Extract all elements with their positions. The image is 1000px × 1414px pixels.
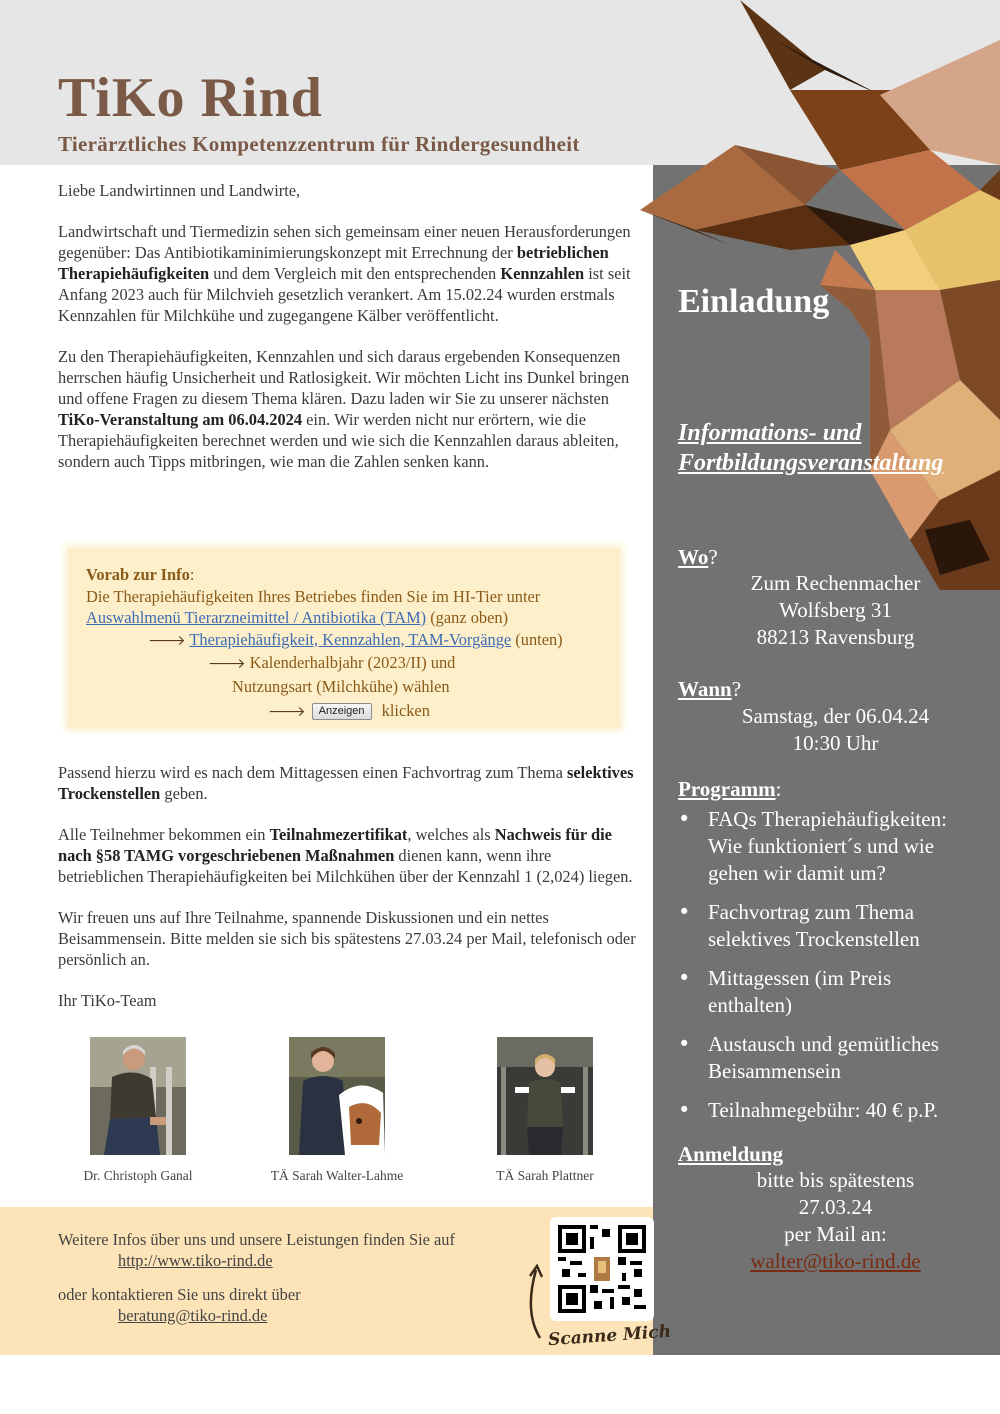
program-list — [678, 806, 978, 1136]
intro-paragraph-2: Zu den Therapiehäufigkeiten, Kennzahlen und sich daraus ergebenden Konsequenzen herrschen häufig Unsicherheit und Ratlosigkeit. Wir möchten Licht ins Dunkel bringen und offene Fragen zu diesem Thema klären. Dazu laden wir Sie zu unserer nächsten TiKo-Veranstaltung am 06.04.2024 ein. Wir werden nicht nur erörtern, wie die Therapiehäufigkeiten berechnet werden und wie sich die Kennzahlen daraus ableiten, sondern auch Tipps mitbringen, wie man die Zahlen senken kann. — [58, 347, 630, 471]
when-time: 10:30 Uhr — [792, 731, 879, 755]
when-date: Samstag, der 06.04.24 — [741, 704, 930, 728]
team-caption-ganal: Dr. Christoph Ganal — [83, 1168, 193, 1183]
registration-line-3: per Mail an: — [784, 1222, 887, 1246]
team-photo-walter-lahme — [289, 1037, 385, 1155]
where-line-3: 88213 Ravensburg — [756, 625, 915, 649]
team-caption-walter-lahme: TÄ Sarah Walter-Lahme — [270, 1168, 404, 1183]
registration-email-link[interactable]: walter@tiko-rind.de — [750, 1249, 921, 1273]
info-line-3b: Nutzungsart (Milchkühe) wählen — [232, 676, 450, 696]
therapy-frequency-link[interactable]: Therapiehäufigkeit, Kennzahlen, TAM-Vorgänge — [189, 629, 512, 649]
qr-code[interactable] — [550, 1217, 654, 1321]
team-photo-ganal — [90, 1037, 186, 1155]
click-text: klicken — [381, 701, 430, 720]
page-subtitle: Tierärztliches Kompetenzzentrum für Rindergesundheit — [58, 132, 580, 156]
greeting: Liebe Landwirtinnen und Landwirte, — [58, 181, 301, 200]
program-item: • Fachvortrag zum Thema selektives Trockenstellen — [678, 899, 978, 953]
program-item: • Mittagessen (im Preis enthalten) — [678, 965, 978, 1019]
registration-date: 27.03.24 — [798, 1195, 873, 1219]
info-line-3a: Kalenderhalbjahr (2023/II) und — [249, 653, 456, 672]
intro-text — [58, 180, 636, 492]
where-line-1: Zum Rechenmacher — [750, 571, 921, 595]
cow-horn-icon — [740, 0, 825, 90]
invitation-heading: Einladung — [678, 283, 830, 320]
signature: Ihr TiKo-Team — [58, 991, 157, 1010]
body-paragraph-3: Passend hierzu wird es nach dem Mittagessen einen Fachvortrag zum Thema selektives Trockenstellen geben. — [58, 763, 634, 803]
program-item: • Teilnahmegebühr: 40 € p.P. — [678, 1097, 978, 1124]
tam-menu-link[interactable]: Auswahlmenü Tierarzneimittel / Antibiotika (TAM) — [86, 608, 427, 627]
body-text — [58, 762, 636, 1031]
info-box: Vorab zur Info: Die Therapiehäufigkeiten Ihres Betriebes finden Sie im HI-Tier unter Auswahlmenü Tierarzneimittel / Antibiotika (TAM) (ganz oben) 🡒 Therapiehäufigkeit, Kennzahlen, TAM-Vorgänge (unten) 🡒 Kalenderhalbjahr (2023/II) und Nutzungsart (Milchkühe) wählen 🡒 Anzeigen klicken — [68, 548, 620, 728]
footer-info-text: Weitere Infos über uns und unsere Leistungen finden Sie auf — [58, 1230, 455, 1249]
website-link[interactable]: http://www.tiko-rind.de — [118, 1251, 273, 1270]
info-line-1: Die Therapiehäufigkeiten Ihres Betriebes finden Sie im HI-Tier unter — [86, 586, 541, 606]
where-line-2: Wolfsberg 31 — [779, 598, 892, 622]
body-paragraph-5: Wir freuen uns auf Ihre Teilnahme, spannende Diskussionen und ein nettes Beisammensein. Bitte melden sie sich bis spätestens 27.03.24 per Mail, telefonisch oder persönlich an. — [58, 908, 636, 969]
scan-me-label: Scanne Mich — [547, 1321, 672, 1351]
anzeigen-button[interactable]: Anzeigen — [312, 703, 372, 720]
email-link-beratung[interactable]: beratung@tiko-rind.de — [118, 1306, 268, 1325]
team-photo-plattner — [497, 1037, 593, 1155]
arrow-right-icon: 🡒 — [148, 632, 186, 649]
registration-label: Anmeldung — [678, 1142, 784, 1166]
event-type-heading: Informations- und Fortbildungsveranstaltung — [678, 420, 944, 476]
footer-contact-text: oder kontaktieren Sie uns direkt über — [58, 1285, 301, 1304]
arrow-right-icon: 🡒 — [268, 704, 306, 720]
body-paragraph-4: Alle Teilnehmer bekommen ein Teilnahmezertifikat, welches als Nachweis für die nach §58 TAMG vorgeschriebenen Maßnahmen dienen kann, wenn ihre betrieblichen Therapiehäufigkeiten bei Milchkühen über der Kennzahl 1 (2,024) liegen. — [58, 825, 633, 886]
page-title: TiKo Rind — [58, 67, 323, 129]
info-box-label: Vorab zur Info — [86, 565, 190, 584]
when-label: Wann? — [678, 677, 742, 701]
team-caption-plattner: TÄ Sarah Plattner — [496, 1168, 594, 1183]
program-item: • FAQs Therapiehäufigkeiten: Wie funktioniert´s und wie gehen wir damit um? — [678, 806, 978, 887]
intro-paragraph-1: Landwirtschaft und Tiermedizin sehen sich gemeinsam einer neuen Herausforderungen gegenüber: Das Antibiotikaminimierungskonzept mit Errechnung der betrieblichen Therapiehäufigkeiten und dem Vergleich mit den entsprechenden Kennzahlen ist seit Anfang 2023 auch für Milchvieh gesetzlich verankert. Am 15.02.24 wurden erstmals Kennzahlen für Milchkühe und zugegangene Kälber veröffentlicht. — [58, 222, 631, 325]
registration-line-1: bitte bis spätestens — [756, 1168, 915, 1192]
arrow-right-icon: 🡒 — [208, 656, 246, 672]
program-label: Programm: — [678, 777, 782, 801]
program-item: • Austausch und gemütliches Beisammensein — [678, 1031, 978, 1085]
where-label: Wo? — [678, 545, 718, 569]
